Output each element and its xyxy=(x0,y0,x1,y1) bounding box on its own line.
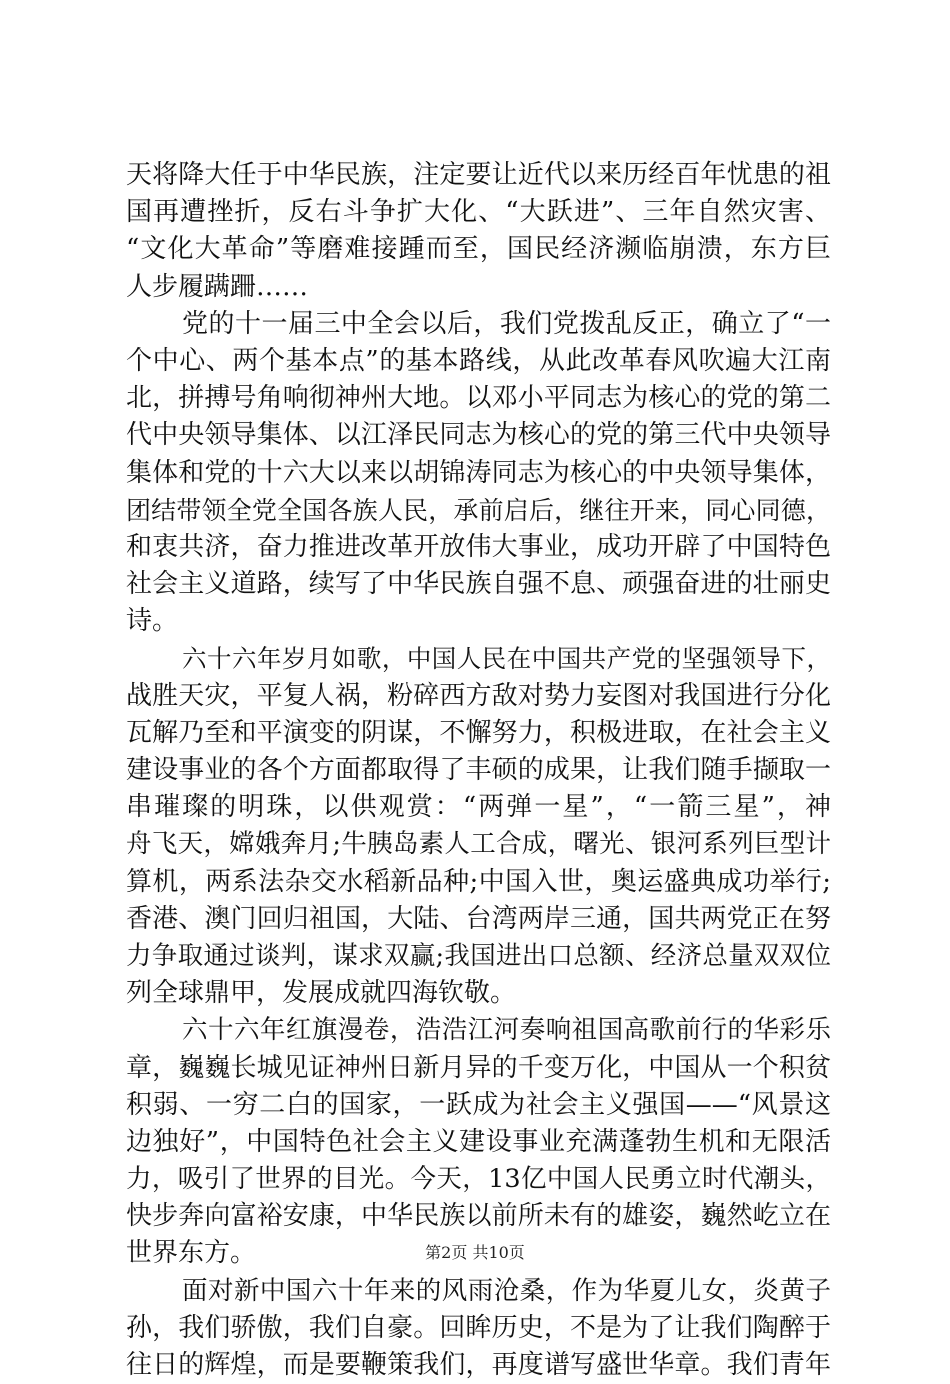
body-text xyxy=(126,157,831,1384)
page-footer: 第2页 共10页 xyxy=(425,1243,525,1262)
text-line: 个中心、两个基本点”的基本路线，从此改革春风吹遍大江南 xyxy=(126,345,831,376)
text-line: 社会主义道路，续写了中华民族自强不息、顽强奋进的壮丽史 xyxy=(126,569,831,600)
text-line: 集体和党的十六大以来以胡锦涛同志为核心的中央领导集体， xyxy=(126,457,831,488)
text-line: 建设事业的各个方面都取得了丰硕的成果，让我们随手撷取一 xyxy=(126,755,831,785)
text-line: 章，巍巍长城见证神州日新月异的千变万化，中国从一个积贫 xyxy=(126,1052,831,1083)
text-line: 舟飞天，嫦娥奔月;牛胰岛素人工合成，曙光、银河系列巨型计 xyxy=(126,829,831,860)
text-line: 边独好”，中国特色社会主义建设事业充满蓬勃生机和无限活 xyxy=(126,1126,831,1157)
text-line: 团结带领全党全国各族人民，承前启后，继往开来，同心同德， xyxy=(126,495,831,525)
text-line: 往日的辉煌，而是要鞭策我们，再度谱写盛世华章。我们青年 xyxy=(126,1350,831,1380)
text-line: 代中央领导集体、以江泽民同志为核心的党的第三代中央领导 xyxy=(126,420,831,451)
text-line: 面对新中国六十年来的风雨沧桑，作为华夏儿女，炎黄子 xyxy=(182,1275,831,1306)
text-line: 孙，我们骄傲，我们自豪。回眸历史，不是为了让我们陶醉于 xyxy=(126,1312,831,1343)
text-line: 国再遭挫折，反右斗争扩大化、“大跃进”、三年自然灾害、 xyxy=(126,197,831,228)
text-line: 力争取通过谈判，谋求双赢;我国进出口总额、经济总量双双位 xyxy=(126,940,831,971)
text-line: “文化大革命”等磨难接踵而至，国民经济濒临崩溃，东方巨 xyxy=(126,234,831,265)
text-line: 天将降大任于中华民族，注定要让近代以来历经百年忧患的祖 xyxy=(126,160,831,190)
text-line: 瓦解乃至和平演变的阴谋，不懈努力，积极进取，在社会主义 xyxy=(126,717,831,748)
text-line: 六十六年红旗漫卷，浩浩江河奏响祖国高歌前行的华彩乐 xyxy=(182,1015,831,1046)
text-line: 香港、澳门回归祖国，大陆、台湾两岸三通，国共两党正在努 xyxy=(126,903,831,934)
text-line: 和衷共济，奋力推进改革开放伟大事业，成功开辟了中国特色 xyxy=(126,531,831,562)
text-line: 算机，两系法杂交水稻新品种;中国入世，奥运盛典成功举行; xyxy=(126,866,831,897)
text-line: 党的十一届三中全会以后，我们党拨乱反正，确立了“一 xyxy=(182,308,831,339)
text-line: 列全球鼎甲，发展成就四海钦敬。 xyxy=(126,978,517,1009)
text-line: 诗。 xyxy=(126,606,179,637)
text-line: 人步履蹒跚…… xyxy=(126,271,309,302)
text-line: 力，吸引了世界的目光。今天，13亿中国人民勇立时代潮头， xyxy=(126,1164,831,1195)
text-line: 串璀璨的明珠，以供观赏：“两弹一星”，“一箭三星”，神 xyxy=(126,792,831,823)
text-line: 世界东方。 xyxy=(126,1238,257,1269)
text-line: 北，拼搏号角响彻神州大地。以邓小平同志为核心的党的第二 xyxy=(126,383,831,414)
text-line: 积弱、一穷二白的国家，一跃成为社会主义强国——“风景这 xyxy=(126,1089,831,1120)
text-line: 快步奔向富裕安康，中华民族以前所未有的雄姿，巍然屹立在 xyxy=(126,1201,831,1232)
text-line: 战胜天灾，平复人祸，粉碎西方敌对势力妄图对我国进行分化 xyxy=(126,680,831,711)
text-line: 六十六年岁月如歌，中国人民在中国共产党的坚强领导下， xyxy=(182,644,831,674)
